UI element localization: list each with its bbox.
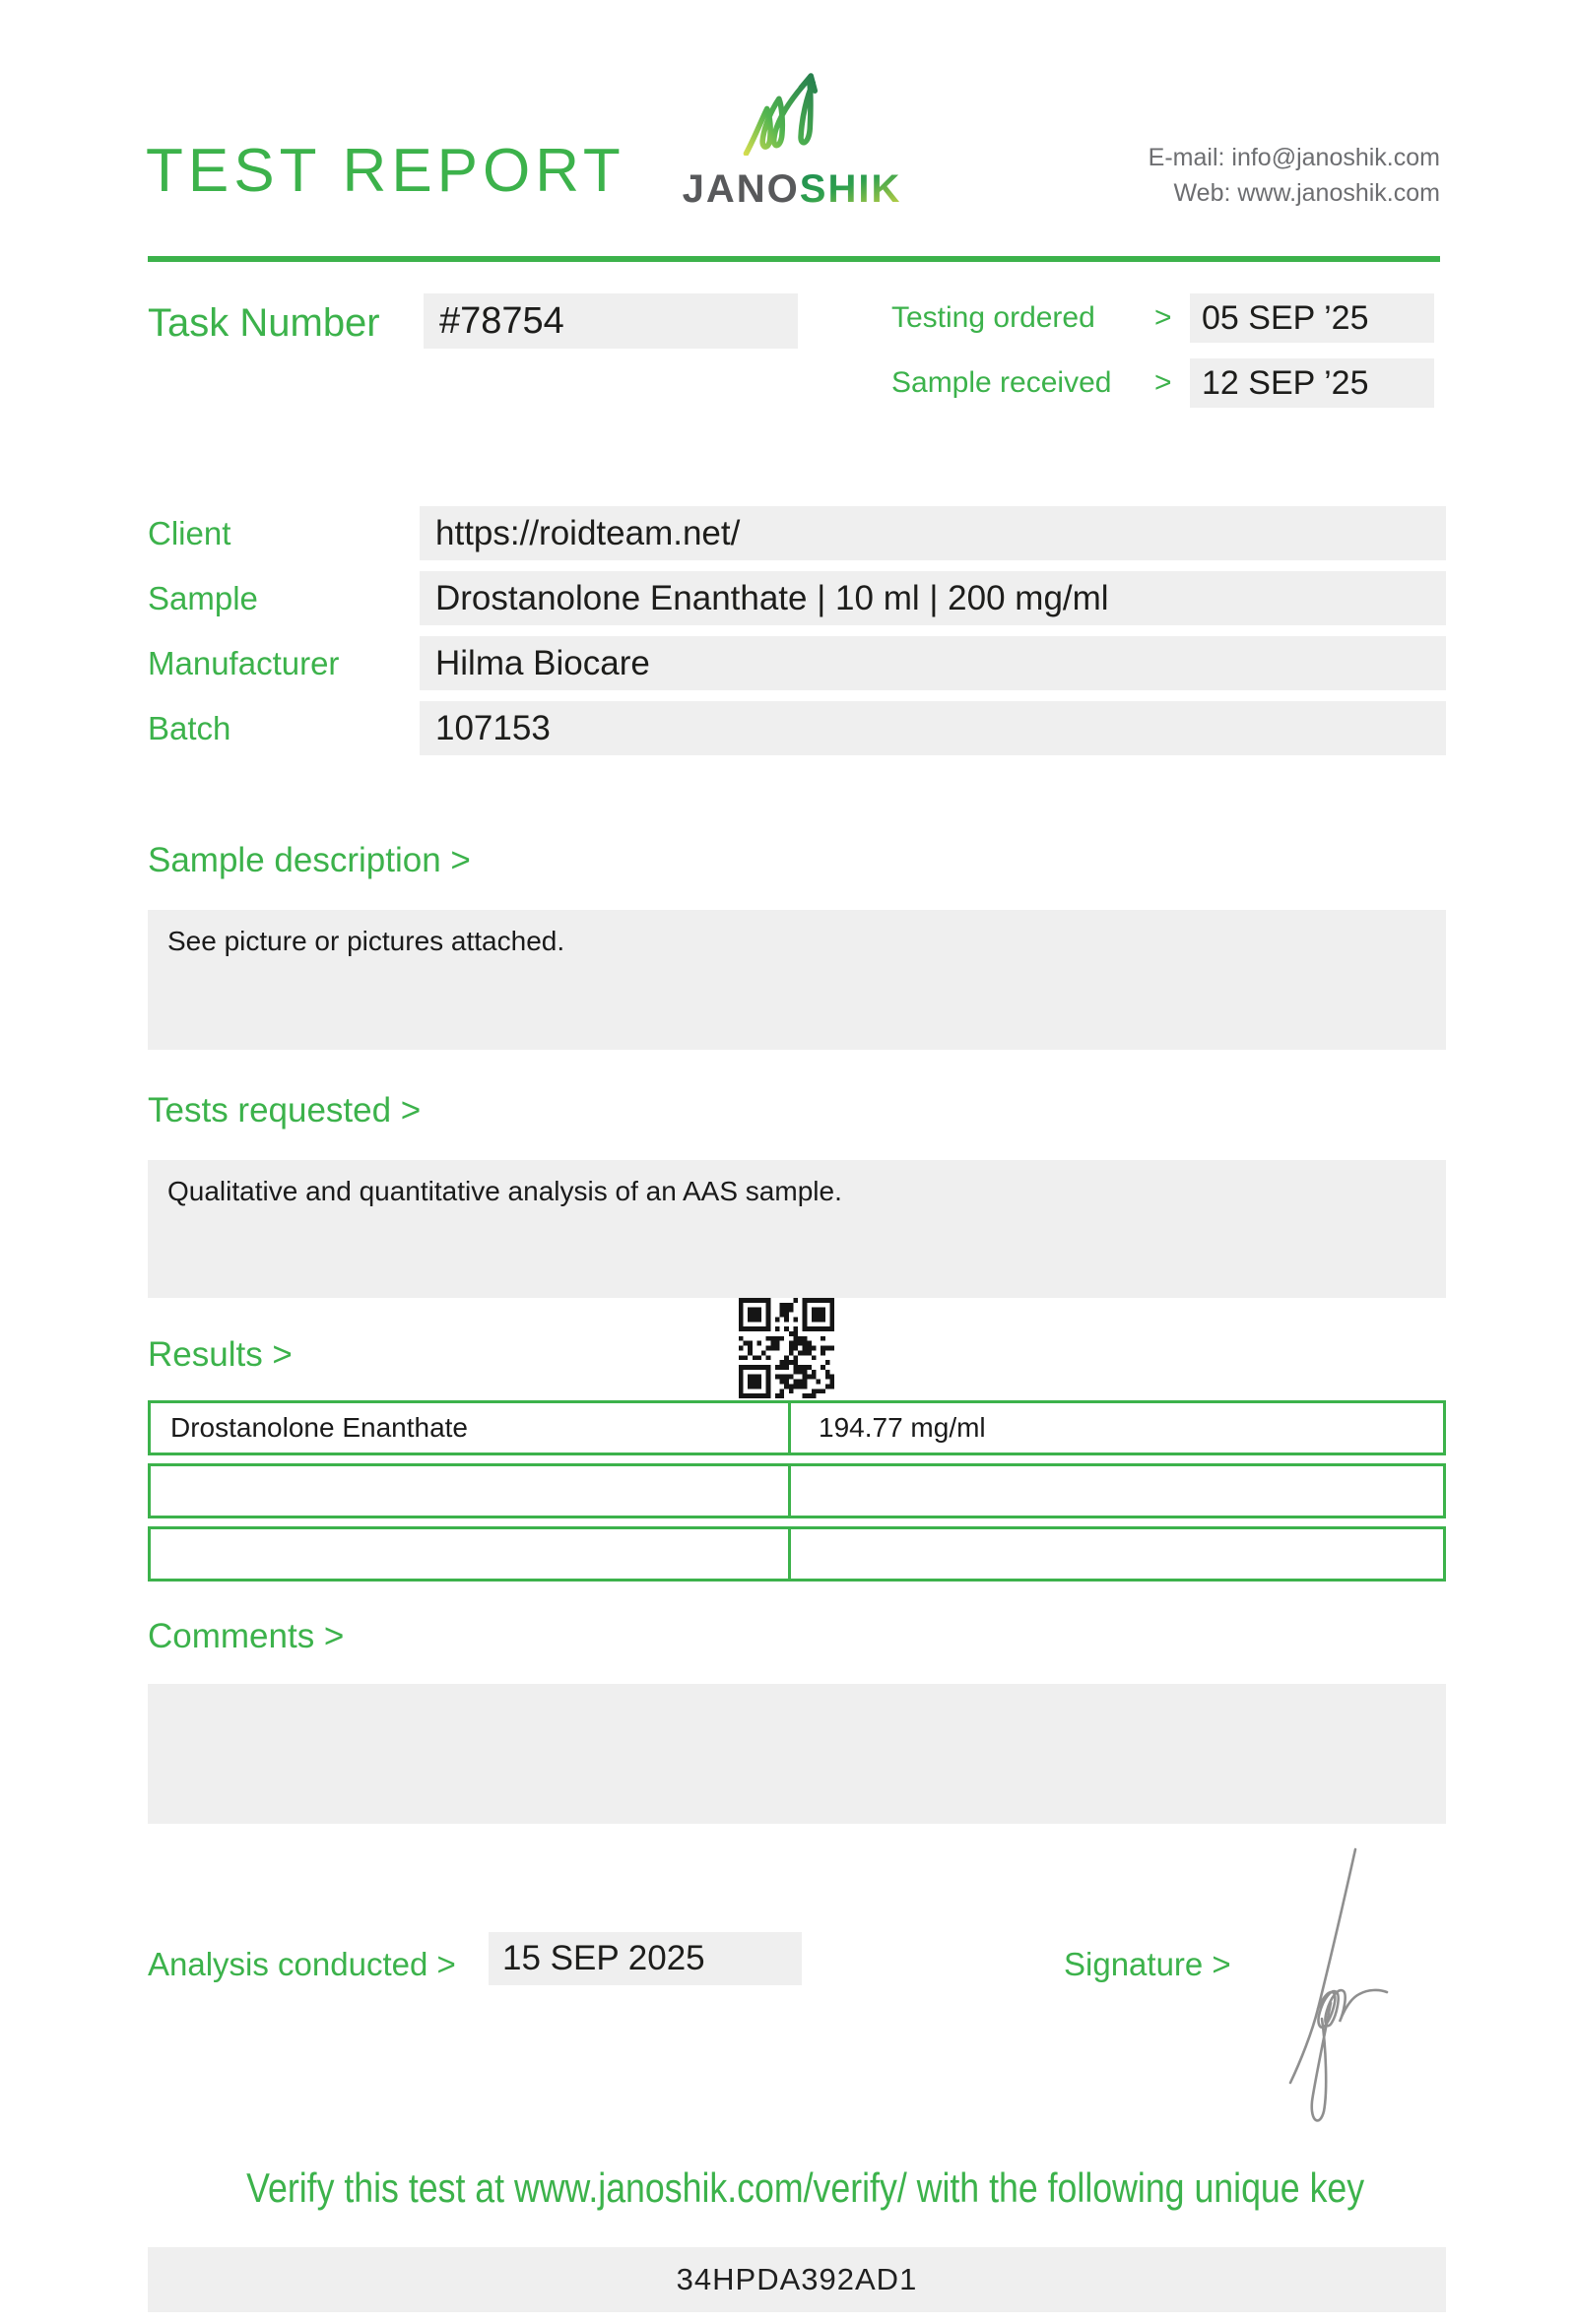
sample-value-box: Drostanolone Enanthate | 10 ml | 200 mg/ml (420, 571, 1446, 625)
sample-received-date-box: 12 SEP ’25 (1190, 358, 1434, 408)
sample-description-heading: Sample description > (148, 841, 471, 879)
detail-row-client (0, 506, 1576, 560)
testing-ordered-label: Testing ordered (891, 301, 1095, 334)
results-table-row (148, 1400, 1446, 1455)
signature-label: Signature > (1064, 1946, 1231, 1982)
results-table (148, 1400, 1446, 1589)
task-number-label: Task Number (148, 301, 380, 345)
analyte-cell: Drostanolone Enanthate (151, 1403, 791, 1452)
verify-instruction-text: Verify this test at www.janoshik.com/verify/ with the following unique key (246, 2164, 1365, 2211)
sample-received-label: Sample received (891, 366, 1112, 399)
result-cell (791, 1529, 1443, 1579)
contact-web: Web: www.janoshik.com (1173, 179, 1440, 207)
batch-value-box: 107153 (420, 701, 1446, 755)
analysis-date-box: 15 SEP 2025 (489, 1932, 802, 1985)
brand-name-shik: SHIK (799, 167, 902, 211)
results-table-row (148, 1463, 1446, 1518)
brand-name-jano: JANO (682, 167, 800, 211)
tests-requested-heading: Tests requested > (148, 1091, 422, 1130)
tests-requested-box: Qualitative and quantitative analysis of an AAS sample. (148, 1160, 1446, 1298)
testing-ordered-date-box: 05 SEP ’25 (1190, 293, 1434, 343)
contact-email: E-mail: info@janoshik.com (1148, 144, 1440, 171)
task-number-box: #78754 (424, 293, 798, 349)
header-divider (148, 256, 1440, 262)
analysis-conducted-label: Analysis conducted > (148, 1946, 456, 1982)
results-heading: Results > (148, 1335, 293, 1374)
page-title: TEST REPORT (146, 137, 625, 205)
chevron-right-icon: > (1154, 366, 1172, 399)
detail-row-manufacturer (0, 636, 1576, 690)
detail-row-batch (0, 701, 1576, 755)
analyte-cell (151, 1529, 791, 1579)
comments-heading: Comments > (148, 1617, 345, 1655)
chevron-right-icon: > (1154, 301, 1172, 334)
comments-box (148, 1684, 1446, 1824)
manufacturer-value-box: Hilma Biocare (420, 636, 1446, 690)
contact-block (1149, 140, 1440, 211)
detail-row-sample (0, 571, 1576, 625)
qr-code (739, 1298, 834, 1398)
brand-logo (674, 167, 910, 212)
results-table-row (148, 1526, 1446, 1582)
verify-instruction (148, 2164, 1446, 2212)
trend-chart-icon (741, 71, 841, 156)
sample-description-box: See picture or pictures attached. (148, 910, 1446, 1050)
manufacturer-label: Manufacturer (148, 645, 340, 681)
client-value-box: https://roidteam.net/ (420, 506, 1446, 560)
client-label: Client (148, 515, 231, 551)
batch-label: Batch (148, 710, 231, 746)
sample-label: Sample (148, 580, 258, 616)
verify-key-box: 34HPDA392AD1 (148, 2247, 1446, 2312)
analyte-cell (151, 1466, 791, 1516)
signature-image (1269, 1840, 1412, 2135)
result-cell: 194.77 mg/ml (819, 1412, 986, 1443)
result-cell (791, 1466, 1443, 1516)
